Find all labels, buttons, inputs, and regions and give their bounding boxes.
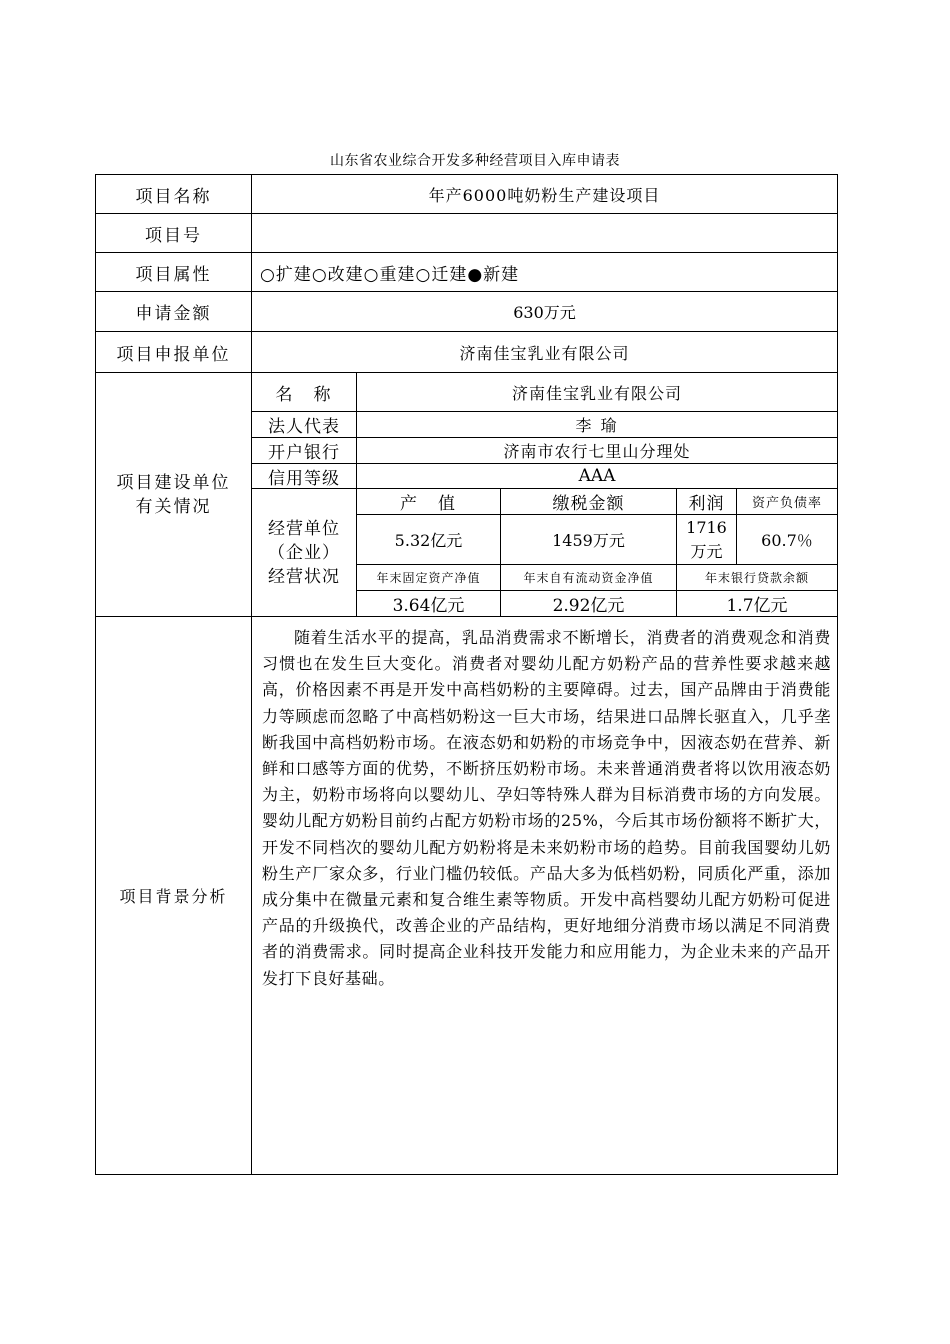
project-attribute-label: 项目属性	[95, 252, 252, 292]
builder-section-label	[95, 372, 252, 617]
operations-label-line3: 经营状况	[268, 566, 340, 587]
legal-rep-value: 李 瑜	[356, 411, 838, 438]
profit-value	[676, 514, 737, 565]
bank-label: 开户银行	[251, 437, 357, 464]
project-name-value: 年产6000吨奶粉生产建设项目	[251, 174, 838, 214]
tax-value: 1459万元	[500, 514, 677, 565]
operations-label-line1: 经营单位	[268, 518, 340, 539]
applicant-unit-value: 济南佳宝乳业有限公司	[251, 331, 838, 373]
fixed-assets-header: 年末固定资产净值	[356, 564, 501, 591]
background-label: 项目背景分析	[95, 616, 252, 1175]
profit-value-line2: 万元	[690, 541, 723, 561]
credit-value: AAA	[356, 463, 838, 489]
background-text	[251, 616, 838, 1175]
current-funds-value: 2.92亿元	[500, 590, 677, 617]
tax-header: 缴税金额	[500, 488, 677, 515]
debt-ratio-header: 资产负债率	[736, 488, 838, 515]
operations-label	[251, 488, 357, 617]
debt-ratio-value: 60.7％	[736, 514, 838, 565]
fixed-assets-value: 3.64亿元	[356, 590, 501, 617]
project-number-label: 项目号	[95, 213, 252, 253]
form-title: 山东省农业综合开发多种经营项目入库申请表	[330, 153, 620, 169]
current-funds-header: 年末自有流动资金净值	[500, 564, 677, 591]
builder-label-line2: 有关情况	[135, 496, 212, 517]
credit-label: 信用等级	[251, 463, 357, 489]
profit-value-line1: 1716	[686, 517, 727, 537]
bank-value: 济南市农行七里山分理处	[356, 437, 838, 464]
builder-label-line1: 项目建设单位	[116, 472, 231, 493]
output-header: 产 值	[356, 488, 501, 515]
builder-name-value: 济南佳宝乳业有限公司	[356, 372, 838, 412]
bank-loan-value: 1.7亿元	[676, 590, 838, 617]
applicant-unit-label: 项目申报单位	[95, 331, 252, 373]
builder-name-label: 名 称	[251, 372, 357, 412]
legal-rep-label: 法人代表	[251, 411, 357, 438]
apply-amount-value: 630万元	[251, 291, 838, 332]
background-paragraph: 随着生活水平的提高，乳品消费需求不断增长，消费者的消费观念和消费习惯也在发生巨大变化。消费者对婴幼儿配方奶粉产品的营养性要求越来越高，价格因素不再是开发中高档奶粉的主要障碍。过去，国产品牌由于消费能力等顾虑而忽略了中高档奶粉这一巨大市场，结果进口品牌长驱直入，几乎垄断我国中高档奶粉市场。在液态奶和奶粉的市场竞争中，因液态奶在营养、新鲜和口感等方面的优势，不断挤压奶粉市场。未来普通消费者将以饮用液态奶为主，奶粉市场将向以婴幼儿、孕妇等特殊人群为目标消费市场的方向发展。婴幼儿配方奶粉目前约占配方奶粉市场的25%，今后其市场份额将不断扩大，开发不同档次的婴幼儿配方奶粉将是未来奶粉市场的趋势。目前我国婴幼儿奶粉生产厂家众多，行业门槛仍较低。产品大多为低档奶粉，同质化严重，添加成分集中在微量元素和复合维生素等物质。开发中高档婴幼儿配方奶粉可促进产品的升级换代，改善企业的产品结构，更好地细分消费市场以满足不同消费者的消费需求。同时提高企业科技开发能力和应用能力，为企业未来的产品开发打下良好基础。	[262, 628, 831, 988]
project-attribute-value: ○扩建○改建○重建○迁建●新建	[251, 252, 838, 292]
profit-header: 利润	[676, 488, 737, 515]
project-number-value	[251, 213, 838, 253]
apply-amount-label: 申请金额	[95, 291, 252, 332]
project-name-label: 项目名称	[95, 174, 252, 214]
output-value: 5.32亿元	[356, 514, 501, 565]
bank-loan-header: 年末银行贷款余额	[676, 564, 838, 591]
operations-label-line2: （企业）	[268, 542, 340, 563]
